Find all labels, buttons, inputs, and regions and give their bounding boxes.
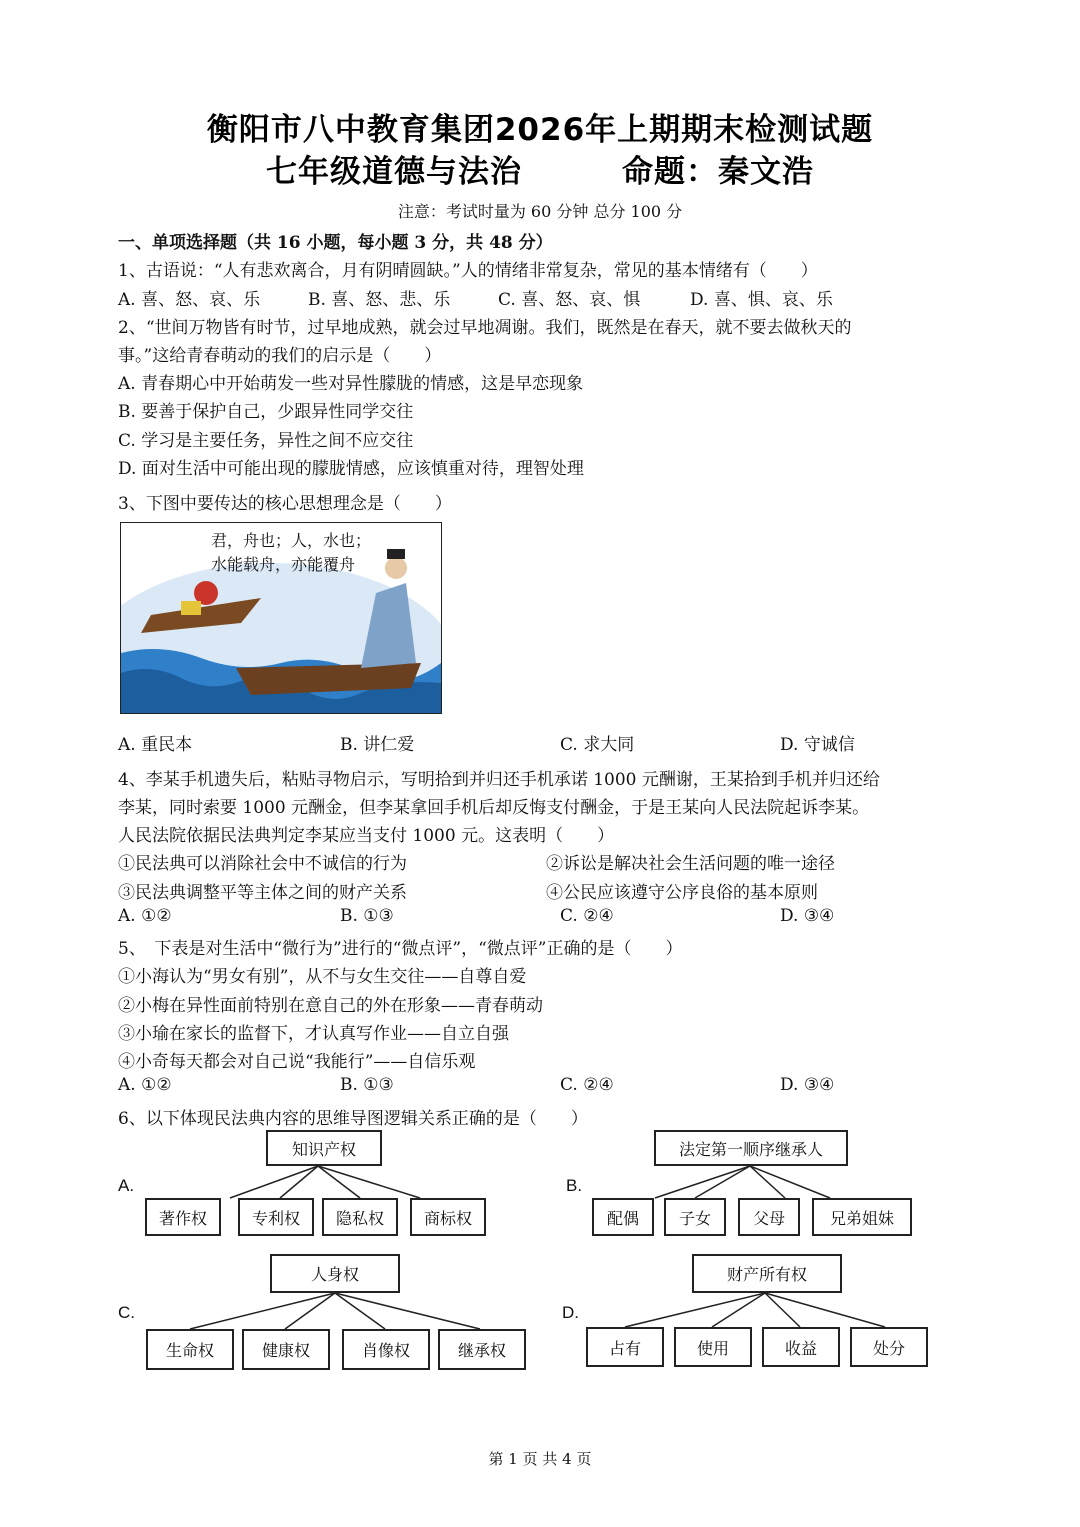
exam-note: 注意：考试时量为 60 分钟 总分 100 分 (397, 202, 683, 221)
q1-option-b: B. 喜、怒、悲、乐 (308, 290, 451, 310)
q3-option-b: B. 讲仁爱 (340, 735, 415, 755)
author-label: 命题：秦文浩 (622, 154, 814, 190)
q4-stem-2: 李某，同时索要 1000 元酬金，但李某拿回手机后却反悔支付酬金，于是王某向人民法院起诉李某。 (118, 798, 870, 818)
mindmap-b-child-1: 配偶 (592, 1198, 654, 1236)
q3-stem: 3、下图中要传达的核心思想理念是（ ） (118, 494, 452, 514)
q2-stem-1: 2、“世间万物皆有时节，过早地成熟，就会过早地凋谢。我们，既然是在春天，就不要去做秋天的 (118, 318, 852, 338)
q2-option-c: C. 学习是主要任务，异性之间不应交往 (118, 431, 414, 451)
q4-option-a: A. ①② (118, 906, 172, 926)
mindmap-d-child-4: 处分 (850, 1327, 928, 1367)
mindmap-c-child-1: 生命权 (146, 1329, 234, 1370)
mindmap-c-child-2: 健康权 (242, 1329, 330, 1370)
q1-option-a: A. 喜、怒、哀、乐 (118, 290, 261, 310)
mindmap-b-child-2: 子女 (664, 1198, 726, 1236)
q5-statement-1: ①小海认为“男女有别”，从不与女生交往——自尊自爱 (118, 967, 527, 987)
q4-statement-4: ④公民应该遵守公序良俗的基本原则 (546, 883, 818, 903)
q1-option-d: D. 喜、惧、哀、乐 (690, 290, 833, 310)
mindmap-d-label: D. (562, 1303, 579, 1322)
q4-option-c: C. ②④ (560, 906, 614, 926)
q5-option-b: B. ①③ (340, 1075, 394, 1095)
q4-option-d: D. ③④ (780, 906, 835, 926)
mindmap-a-child-4: 商标权 (410, 1198, 486, 1236)
q4-statement-1: ①民法典可以消除社会中不诚信的行为 (118, 854, 407, 874)
q5-statement-3: ③小瑜在家长的监督下，才认真写作业——自立自强 (118, 1024, 509, 1044)
mindmap-b-child-4: 兄弟姐妹 (812, 1198, 912, 1236)
q4-statement-3: ③民法典调整平等主体之间的财产关系 (118, 883, 407, 903)
page-footer: 第 1 页 共 4 页 (488, 1450, 592, 1468)
mindmap-c-child-4: 继承权 (438, 1329, 526, 1370)
q3-option-d: D. 守诚信 (780, 735, 855, 755)
mindmap-a-label: A. (118, 1176, 135, 1195)
q4-stem-1: 4、李某手机遗失后，粘贴寻物启示，写明拾到并归还手机承诺 1000 元酬谢，王某拾到手机并归还给 (118, 770, 880, 790)
caption-line-1: 君，舟也；人，水也； (211, 531, 372, 550)
caption-line-2: 水能载舟，亦能覆舟 (211, 555, 356, 574)
q5-statement-4: ④小奇每天都会对自己说“我能行”——自信乐观 (118, 1052, 476, 1072)
q1-stem: 1、古语说：“人有悲欢离合，月有阴晴圆缺。”人的情绪非常复杂，常见的基本情绪有（ ） (118, 261, 818, 281)
q2-option-a: A. 青春期心中开始萌发一些对异性朦胧的情感，这是早恋现象 (118, 374, 584, 394)
q2-stem-2: 事。”这给青春萌动的我们的启示是（ ） (118, 346, 442, 366)
mindmap-b-label: B. (566, 1176, 583, 1195)
q5-statement-2: ②小梅在异性面前特别在意自己的外在形象——青春萌动 (118, 996, 543, 1016)
q5-stem: 5、 下表是对生活中“微行为”进行的“微点评”，“微点评”正确的是（ ） (118, 939, 683, 959)
q4-stem-3: 人民法院依据民法典判定李某应当支付 1000 元。这表明（ ） (118, 826, 615, 846)
mindmap-c-label: C. (118, 1303, 135, 1322)
mindmap-c-root: 人身权 (270, 1254, 400, 1293)
q4-statement-2: ②诉讼是解决社会生活问题的唯一途径 (546, 854, 835, 874)
mindmap-d-root: 财产所有权 (692, 1254, 842, 1293)
mindmap-b-root: 法定第一顺序继承人 (654, 1130, 848, 1166)
q2-option-d: D. 面对生活中可能出现的朦胧情感，应该慎重对待，理智处理 (118, 459, 584, 479)
q5-option-d: D. ③④ (780, 1075, 835, 1095)
q3-option-c: C. 求大同 (560, 735, 635, 755)
mindmap-b-child-3: 父母 (738, 1198, 800, 1236)
q6-stem: 6、以下体现民法典内容的思维导图逻辑关系正确的是（ ） (118, 1109, 588, 1129)
mindmap-d-child-2: 使用 (674, 1327, 752, 1367)
q1-option-c: C. 喜、怒、哀、惧 (498, 290, 641, 310)
mindmap-a-root: 知识产权 (266, 1130, 382, 1166)
exam-title: 衡阳市八中教育集团2026年上期期末检测试题 (206, 112, 874, 148)
mindmap-d-child-1: 占有 (586, 1327, 664, 1367)
mindmap-c-child-3: 肖像权 (342, 1329, 430, 1370)
q2-option-b: B. 要善于保护自己，少跟异性同学交往 (118, 402, 414, 422)
q4-option-b: B. ①③ (340, 906, 394, 926)
q5-option-c: C. ②④ (560, 1075, 614, 1095)
subject-label: 七年级道德与法治 (266, 154, 522, 190)
mindmap-a-child-2: 专利权 (238, 1198, 314, 1236)
section-title: 一、单项选择题（共 16 小题，每小题 3 分，共 48 分） (118, 233, 553, 253)
mindmap-d-child-3: 收益 (762, 1327, 840, 1367)
q3-option-a: A. 重民本 (118, 735, 193, 755)
mindmap-a-child-3: 隐私权 (322, 1198, 398, 1236)
mindmap-a-child-1: 著作权 (145, 1198, 221, 1236)
q5-option-a: A. ①② (118, 1075, 172, 1095)
